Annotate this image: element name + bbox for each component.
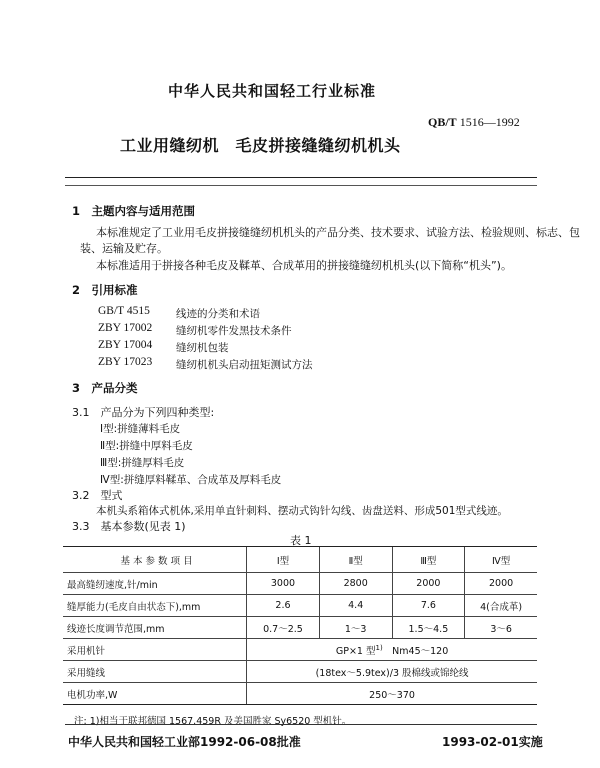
- param-value: 3～6: [465, 617, 537, 639]
- needle-size: Nm45～120: [382, 645, 449, 657]
- section-1-para2: 本标准适用于拼接各种毛皮及鞣革、合成革用的拼接缝缝纫机机头(以下简称“机头”)。: [96, 259, 512, 272]
- footer-divider: [65, 724, 537, 725]
- table-footnote: 注: 1)相当于联邦德国 1567.459R 及美国胜家 Sy6520 型机针。: [74, 716, 352, 727]
- ref-code: ZBY 17023: [98, 356, 153, 368]
- ref-desc: 缝纫机零件发黑技术条件: [176, 325, 292, 337]
- header-cell: Ⅰ型: [247, 547, 320, 573]
- type-item: Ⅰ型:拼缝薄料毛皮: [100, 423, 181, 435]
- param-value: 4.4: [319, 595, 392, 617]
- title-divider-thick: [65, 177, 537, 178]
- param-name: 电机功率,W: [63, 683, 247, 705]
- param-name: 最高缝纫速度,针/min: [63, 573, 247, 595]
- param-value: 1.5～4.5: [392, 617, 465, 639]
- table-row: [63, 683, 537, 705]
- thread-value: (18tex～5.9tex)/3 股棉线或锦纶线: [247, 661, 537, 683]
- table-row: [63, 617, 537, 639]
- param-value: 2.6: [247, 595, 320, 617]
- table-row: [63, 661, 537, 683]
- param-value: 0.7～2.5: [247, 617, 320, 639]
- section-3-2-heading: 3.2 型式: [72, 489, 123, 502]
- header-cell: 基 本 参 数 项 目: [63, 547, 247, 573]
- ref-code: GB/T 4515: [98, 305, 150, 317]
- ref-desc: 缝纫机机头启动扭矩测试方法: [176, 359, 313, 371]
- header-cell: Ⅱ型: [319, 547, 392, 573]
- implementation-date: 1993-02-01实施: [442, 735, 543, 749]
- table-row: [63, 573, 537, 595]
- ref-code: ZBY 17004: [98, 339, 153, 351]
- ref-desc: 线迹的分类和术语: [176, 308, 260, 320]
- section-3-heading: 3 产品分类: [72, 381, 138, 395]
- parameters-table: [63, 546, 537, 705]
- page-title: 工业用缝纫机 毛皮拼接缝缝纫机机头: [120, 136, 401, 155]
- param-value: 1～3: [319, 617, 392, 639]
- header-cell: Ⅲ型: [392, 547, 465, 573]
- ref-desc: 缝纫机包装: [176, 342, 229, 354]
- table-header-row: [63, 547, 537, 573]
- param-name: 采用机针: [63, 639, 247, 661]
- needle-footnote-ref: 1): [375, 643, 383, 652]
- section-3-3-heading: 3.3 基本参数(见表 1): [72, 520, 186, 533]
- table-caption: 表 1: [290, 534, 312, 547]
- standard-code-number: 1516—1992: [456, 115, 520, 129]
- table-row: [63, 639, 537, 661]
- section-1-para1-line1: 本标准规定了工业用毛皮拼接缝缝纫机机头的产品分类、技术要求、试验方法、检验规则、标志、包: [96, 226, 580, 239]
- param-value: 7.6: [392, 595, 465, 617]
- ref-code: ZBY 17002: [98, 322, 153, 334]
- header-cell: Ⅳ型: [465, 547, 537, 573]
- type-item: Ⅱ型:拼缝中厚料毛皮: [100, 440, 193, 452]
- param-name: 采用缝线: [63, 661, 247, 683]
- approval-line: 中华人民共和国轻工业部1992-06-08批准: [68, 735, 301, 749]
- section-1-heading: 1 主题内容与适用范围: [72, 204, 196, 218]
- param-name: 线迹长度调节范围,mm: [63, 617, 247, 639]
- section-1-para1-line2: 装、运输及贮存。: [80, 242, 168, 255]
- document-issuer-title: 中华人民共和国轻工行业标准: [168, 82, 377, 100]
- section-3-2-text: 本机头系箱体式机体,采用单直针刺料、摆动式钩针勾线、齿盘送料、形成501型式线迹。: [96, 505, 508, 517]
- type-item: Ⅳ型:拼缝厚料鞣革、合成革及厚料毛皮: [100, 474, 282, 486]
- param-value: 2800: [319, 573, 392, 595]
- param-value: 2000: [392, 573, 465, 595]
- param-value: 2000: [465, 573, 537, 595]
- section-2-heading: 2 引用标准: [72, 283, 138, 297]
- type-item: Ⅲ型:拼缝厚料毛皮: [100, 457, 185, 469]
- motor-value: 250～370: [247, 683, 537, 705]
- standard-code: [428, 115, 520, 130]
- param-name: 缝厚能力(毛皮自由状态下),mm: [63, 595, 247, 617]
- param-value: 3000: [247, 573, 320, 595]
- needle-type: GP×1 型: [335, 645, 376, 657]
- title-divider-thin: [65, 185, 537, 186]
- table-row: [63, 595, 537, 617]
- needle-value: [247, 639, 537, 661]
- standard-code-prefix: QB/T: [428, 115, 457, 129]
- section-3-1-heading: 3.1 产品分为下列四种类型:: [72, 406, 215, 419]
- param-value: 4(合成革): [465, 595, 537, 617]
